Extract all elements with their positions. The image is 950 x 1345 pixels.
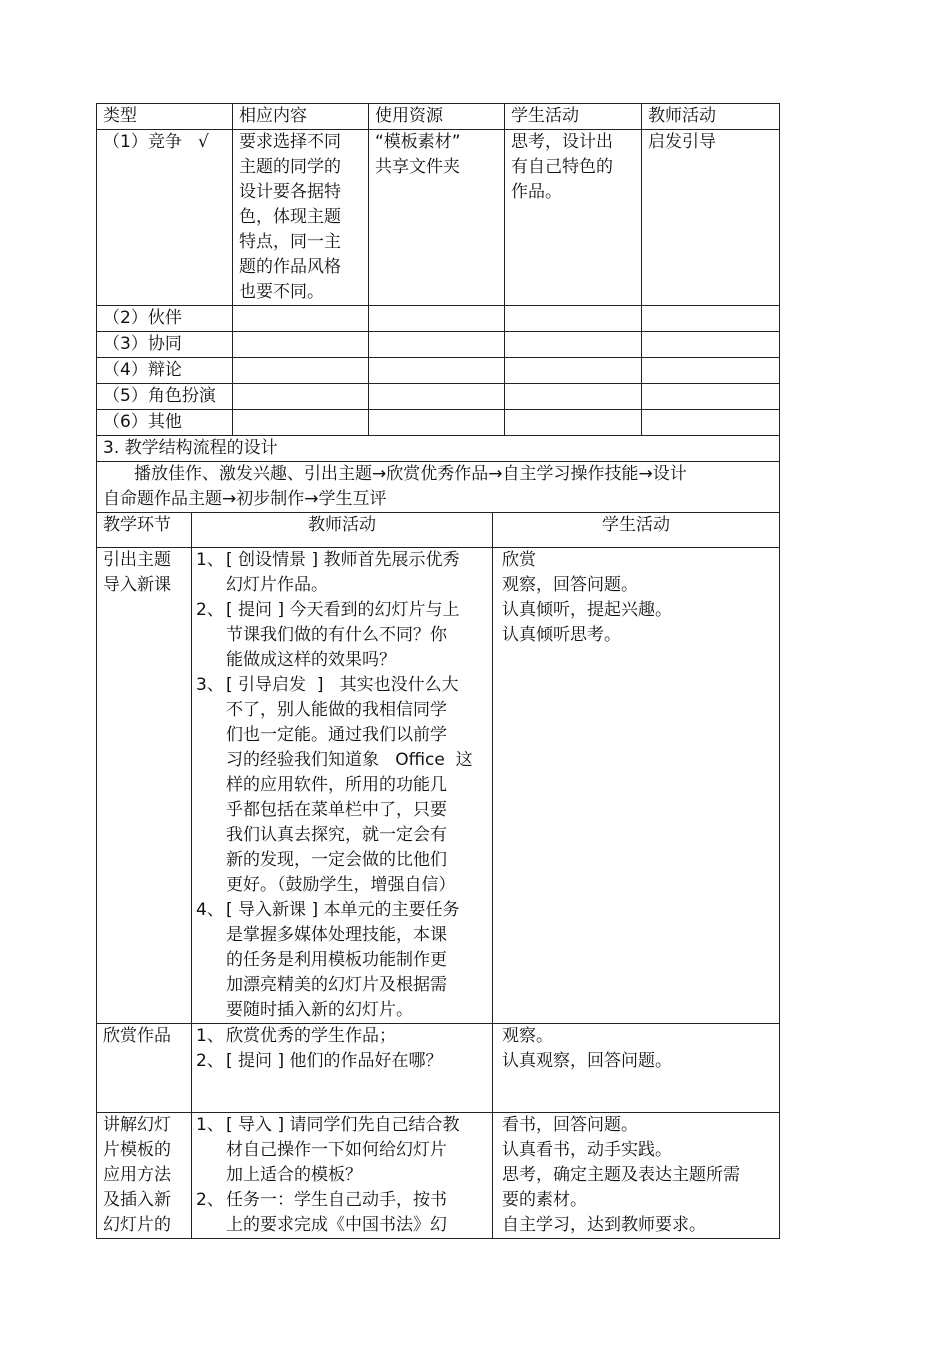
type-cell: （6）其他 [97, 410, 233, 436]
student-cell [505, 358, 642, 384]
document-page [96, 103, 779, 1239]
header-type: 类型 [97, 104, 233, 130]
student-line: 认真倾听，提起兴趣。 [502, 600, 672, 620]
teacher-cell: 启发引导 [642, 130, 780, 306]
student-activity-cell [493, 548, 780, 1024]
student-activity-cell [493, 1024, 780, 1113]
student-cell [505, 384, 642, 410]
header-content: 相应内容 [233, 104, 369, 130]
list-item: 4、 [ 导入新课 ] 本单元的主要任务 是掌握多媒体处理技能，本课 的任务是利用模板功能制作更 加漂亮精美的幻灯片及根据需 要随时插入新的幻灯片。 [196, 900, 460, 1020]
student-line: 观察，回答问题。 [502, 575, 638, 595]
type-cell: （1）竞争 √ [97, 130, 233, 306]
section-title-row [97, 436, 780, 462]
content-cell [233, 410, 369, 436]
student-line: 认真倾听思考。 [502, 625, 621, 645]
table-row [97, 384, 780, 410]
teacher-cell [642, 410, 780, 436]
table-row [97, 410, 780, 436]
flow-line-2: 自命题作品主题→初步制作→学生互评 [103, 489, 387, 509]
student-line: 思考，确定主题及表达主题所需 要的素材。 [502, 1165, 740, 1210]
student-cell: 思考，设计出 有自己特色的 作品。 [505, 130, 642, 306]
flow-description [97, 462, 780, 513]
teacher-cell [642, 306, 780, 332]
header-resource: 使用资源 [369, 104, 505, 130]
content-cell [233, 332, 369, 358]
table-row [97, 358, 780, 384]
list-item: 1、 欣赏优秀的学生作品； [196, 1026, 396, 1046]
table-row [97, 306, 780, 332]
student-line: 看书，回答问题。 [502, 1115, 638, 1135]
resource-cell [369, 410, 505, 436]
header-student: 学生活动 [505, 104, 642, 130]
list-item: 1、 [ 创设情景 ] 教师首先展示优秀 幻灯片作品。 [196, 550, 460, 595]
list-item: 2、 [ 提问 ] 今天看到的幻灯片与上 节课我们做的有什么不同？你 能做成这样的效果吗？ [196, 600, 460, 670]
table-row [97, 1024, 780, 1113]
type-cell: （4）辩论 [97, 358, 233, 384]
resource-cell [369, 384, 505, 410]
activity-type-table [96, 103, 780, 436]
table-row [97, 1113, 780, 1239]
content-cell: 要求选择不同 主题的同学的 设计要各据特 色，体现主题 特点，同一主 题的作品风格 也要不同。 [233, 130, 369, 306]
flow-line-1: 播放佳作、激发兴趣、引出主题→欣赏优秀作品→自主学习操作技能→设计 [134, 464, 687, 484]
content-cell [233, 358, 369, 384]
section-title: 3. 教学结构流程的设计 [97, 436, 780, 462]
student-line: 观察。 [502, 1026, 553, 1046]
header-student-activity: 学生活动 [493, 513, 780, 548]
stage-cell: 讲解幻灯 片模板的 应用方法 及插入新 幻灯片的 [97, 1113, 192, 1239]
list-item: 2、 [ 提问 ] 他们的作品好在哪？ [196, 1051, 443, 1071]
header-stage: 教学环节 [97, 513, 192, 548]
teacher-activity-cell [192, 1113, 493, 1239]
student-line: 认真看书，动手实践。 [502, 1140, 672, 1160]
flow-row [97, 462, 780, 513]
list-item: 1、 [ 导入 ] 请同学们先自己结合教 材自己操作一下如何给幻灯片 加上适合的模板？ [196, 1115, 460, 1185]
list-item: 2、 任务一：学生自己动手，按书 上的要求完成《中国书法》幻 [196, 1190, 447, 1235]
type-cell: （3）协同 [97, 332, 233, 358]
teacher-cell [642, 384, 780, 410]
resource-cell [369, 358, 505, 384]
content-cell [233, 306, 369, 332]
teacher-cell [642, 358, 780, 384]
student-cell [505, 332, 642, 358]
resource-cell: “模板素材” 共享文件夹 [369, 130, 505, 306]
header-teacher-activity: 教师活动 [192, 513, 493, 548]
student-line: 认真观察，回答问题。 [502, 1051, 672, 1071]
type-cell: （2）伙伴 [97, 306, 233, 332]
type-cell: （5）角色扮演 [97, 384, 233, 410]
teaching-flow-table [96, 435, 780, 1239]
teacher-cell [642, 332, 780, 358]
teacher-activity-cell [192, 548, 493, 1024]
stage-cell: 欣赏作品 [97, 1024, 192, 1113]
table-row [97, 130, 780, 306]
table-row [97, 548, 780, 1024]
resource-cell [369, 332, 505, 358]
table-header-row [97, 513, 780, 548]
student-activity-cell [493, 1113, 780, 1239]
resource-cell [369, 306, 505, 332]
table-header-row [97, 104, 780, 130]
teacher-activity-cell [192, 1024, 493, 1113]
table-row [97, 332, 780, 358]
student-cell [505, 306, 642, 332]
content-cell [233, 384, 369, 410]
student-line: 欣赏 [502, 550, 536, 570]
header-teacher: 教师活动 [642, 104, 780, 130]
student-cell [505, 410, 642, 436]
student-line: 自主学习，达到教师要求。 [502, 1215, 706, 1235]
list-item: 3、 [ 引导启发 ] 其实也没什么大 不了，别人能做的我相信同学 们也一定能。通过我们以前学 习的经验我们知道象 Office 这 样的应用软件，所用的功能几 乎都包括在菜单栏中了，只要 我们认真去探究，就一定会有 新的发现，一定会做的比他们 更好。（鼓励学生，增强自信） [196, 675, 473, 895]
stage-cell: 引出主题 导入新课 [97, 548, 192, 1024]
